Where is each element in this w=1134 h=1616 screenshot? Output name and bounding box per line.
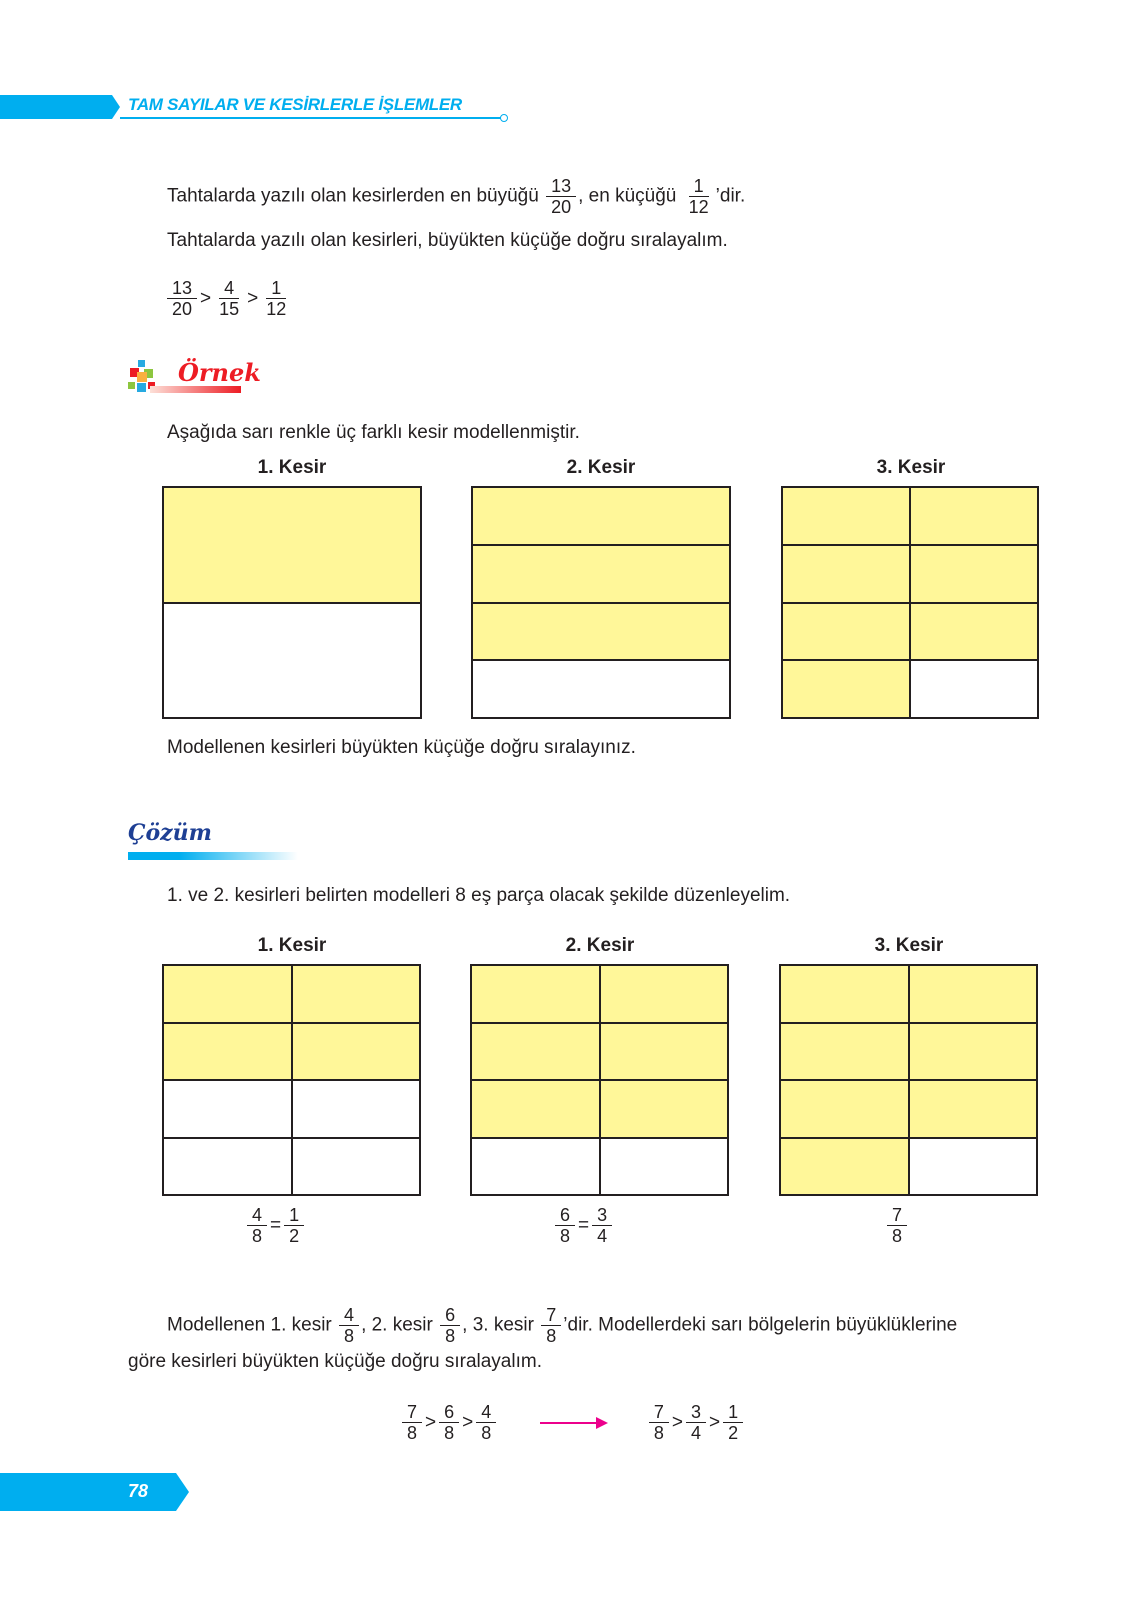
model-cell-shaded: [910, 603, 1038, 661]
solution-paragraph-line-1: Modellenen 1. kesir $\frac{4}{8}$ , 2. kesir $\frac{6}{8}$ , 3. kesir $\frac{7}{8}$ ’dir. Modellerdeki sarı bölgelerin büyüklüklerine: [167, 1305, 958, 1346]
fraction: $\frac{7}{8}$: [649, 1402, 669, 1443]
model-cell: [292, 1080, 421, 1138]
example-model-1: [162, 486, 422, 719]
solution-underline: [128, 852, 298, 860]
final-ordering: $\frac{7}{8}$ > $\frac{6}{8}$ > $\frac{4}{8}$ $\frac{7}{8}$ > $\frac{3}{4}$ > $\frac{1}{2}$: [400, 1402, 745, 1443]
equivalence-2: $\frac{6}{8}$ = $\frac{3}{4}$: [553, 1205, 614, 1246]
equivalence-3: [885, 1205, 909, 1246]
model-cell: [292, 1138, 421, 1196]
model-cell-shaded: [909, 1080, 1038, 1138]
model-cell-shaded: [782, 487, 910, 545]
ornek-underline: [150, 386, 241, 393]
model-cell-shaded: [782, 660, 910, 718]
equivalence-1: $\frac{4}{8}$ = $\frac{1}{2}$: [245, 1205, 306, 1246]
chapter-header-bar: [0, 95, 120, 119]
page-number-bar: [0, 1473, 189, 1511]
right-arrow-icon: [540, 1422, 606, 1424]
model-cell-shaded: [163, 965, 292, 1023]
header-underline: [120, 117, 502, 119]
fraction: $\frac{7}{8}$: [541, 1305, 561, 1346]
model-cell-shaded: [782, 603, 910, 661]
model-label-1: 1. Kesir: [257, 935, 327, 956]
model-label-2: 2. Kesir: [566, 457, 636, 478]
solution-model-3: [779, 964, 1038, 1196]
fraction: $\frac{4}{8}$: [476, 1402, 496, 1443]
fraction: $\frac{1}{2}$: [723, 1402, 743, 1443]
fraction: $\frac{4}{8}$: [247, 1205, 267, 1246]
solution-step: 1. ve 2. kesirleri belirten modelleri 8 eş parça olacak şekilde düzenleyelim.: [167, 885, 791, 906]
fraction: $\frac{4}{8}$: [339, 1305, 359, 1346]
header-underline-dot-icon: [500, 114, 508, 122]
model-cell-shaded: [163, 1023, 292, 1081]
model-label-3: 3. Kesir: [874, 935, 944, 956]
model-cell-shaded: [472, 545, 730, 603]
model-cell-shaded: [472, 487, 730, 545]
fraction: $\frac{7}{8}$: [887, 1205, 907, 1246]
fraction: $\frac{13}{20}$: [167, 278, 197, 319]
model-cell-shaded: [471, 1023, 600, 1081]
model-cell-shaded: [600, 1023, 729, 1081]
fraction: $\frac{6}{8}$: [555, 1205, 575, 1246]
model-cell-shaded: [600, 1080, 729, 1138]
solution-paragraph-line-2: göre kesirleri büyükten küçüğe doğru sıralayalım.: [128, 1351, 542, 1372]
model-cell-shaded: [471, 965, 600, 1023]
model-cell-shaded: [780, 1138, 909, 1196]
fraction: $\frac{7}{8}$: [402, 1402, 422, 1443]
model-cell-shaded: [600, 965, 729, 1023]
page-number: 78: [128, 1481, 149, 1501]
model-cell-shaded: [292, 965, 421, 1023]
model-cell: [600, 1138, 729, 1196]
model-cell-shaded: [471, 1080, 600, 1138]
fraction: $\frac{13}{20}$: [546, 176, 576, 217]
example-model-2: [471, 486, 731, 719]
intro-line-2: Tahtalarda yazılı olan kesirleri, büyükten küçüğe doğru sıralayalım.: [167, 230, 728, 251]
solution-model-2: [470, 964, 729, 1196]
model-cell-shaded: [782, 545, 910, 603]
model-cell-shaded: [909, 1023, 1038, 1081]
model-label-2: 2. Kesir: [565, 935, 635, 956]
fraction: $\frac{6}{8}$: [440, 1305, 460, 1346]
model-cell-shaded: [292, 1023, 421, 1081]
intro-line-1: Tahtalarda yazılı olan kesirlerden en büyüğü $\frac{13}{20}$ , en küçüğü $\frac{1}{12}$ ’dir.: [167, 176, 746, 217]
example-prompt: Aşağıda sarı renkle üç farklı kesir modellenmiştir.: [167, 422, 580, 443]
fraction: $\frac{1}{12}$: [688, 176, 709, 217]
model-cell: [909, 1138, 1038, 1196]
fraction: $\frac{3}{4}$: [592, 1205, 612, 1246]
example-question: Modellenen kesirleri büyükten küçüğe doğru sıralayınız.: [167, 737, 636, 758]
model-cell-shaded: [780, 965, 909, 1023]
model-cell: [471, 1138, 600, 1196]
model-cell: [163, 1138, 292, 1196]
fraction: $\frac{1}{2}$: [284, 1205, 304, 1246]
model-cell: [163, 603, 421, 719]
model-cell: [472, 660, 730, 718]
chapter-title: TAM SAYILAR VE KESİRLERLE İŞLEMLER: [128, 95, 462, 114]
model-cell-shaded: [472, 603, 730, 661]
fraction: $\frac{3}{4}$: [686, 1402, 706, 1443]
model-label-1: 1. Kesir: [257, 457, 327, 478]
model-cell-shaded: [910, 545, 1038, 603]
fraction: $\frac{1}{12}$: [266, 278, 287, 319]
model-cell-shaded: [780, 1023, 909, 1081]
solution-model-1: [162, 964, 421, 1196]
intro-text: Tahtalarda yazılı olan kesirlerden en büyüğü: [167, 185, 539, 207]
model-cell: [163, 1080, 292, 1138]
fraction: $\frac{4}{15}$: [219, 278, 240, 319]
solution-title: Çözüm: [128, 820, 212, 846]
model-label-3: 3. Kesir: [876, 457, 946, 478]
model-cell-shaded: [910, 487, 1038, 545]
example-model-3: [781, 486, 1039, 719]
model-cell-shaded: [909, 965, 1038, 1023]
model-cell: [910, 660, 1038, 718]
fraction: $\frac{6}{8}$: [439, 1402, 459, 1443]
model-cell-shaded: [163, 487, 421, 603]
example-title: Örnek: [178, 358, 261, 387]
model-cell-shaded: [780, 1080, 909, 1138]
intro-ordering: $\frac{13}{20}$ > $\frac{4}{15}$ > $\frac{1}{12}$: [165, 278, 293, 319]
